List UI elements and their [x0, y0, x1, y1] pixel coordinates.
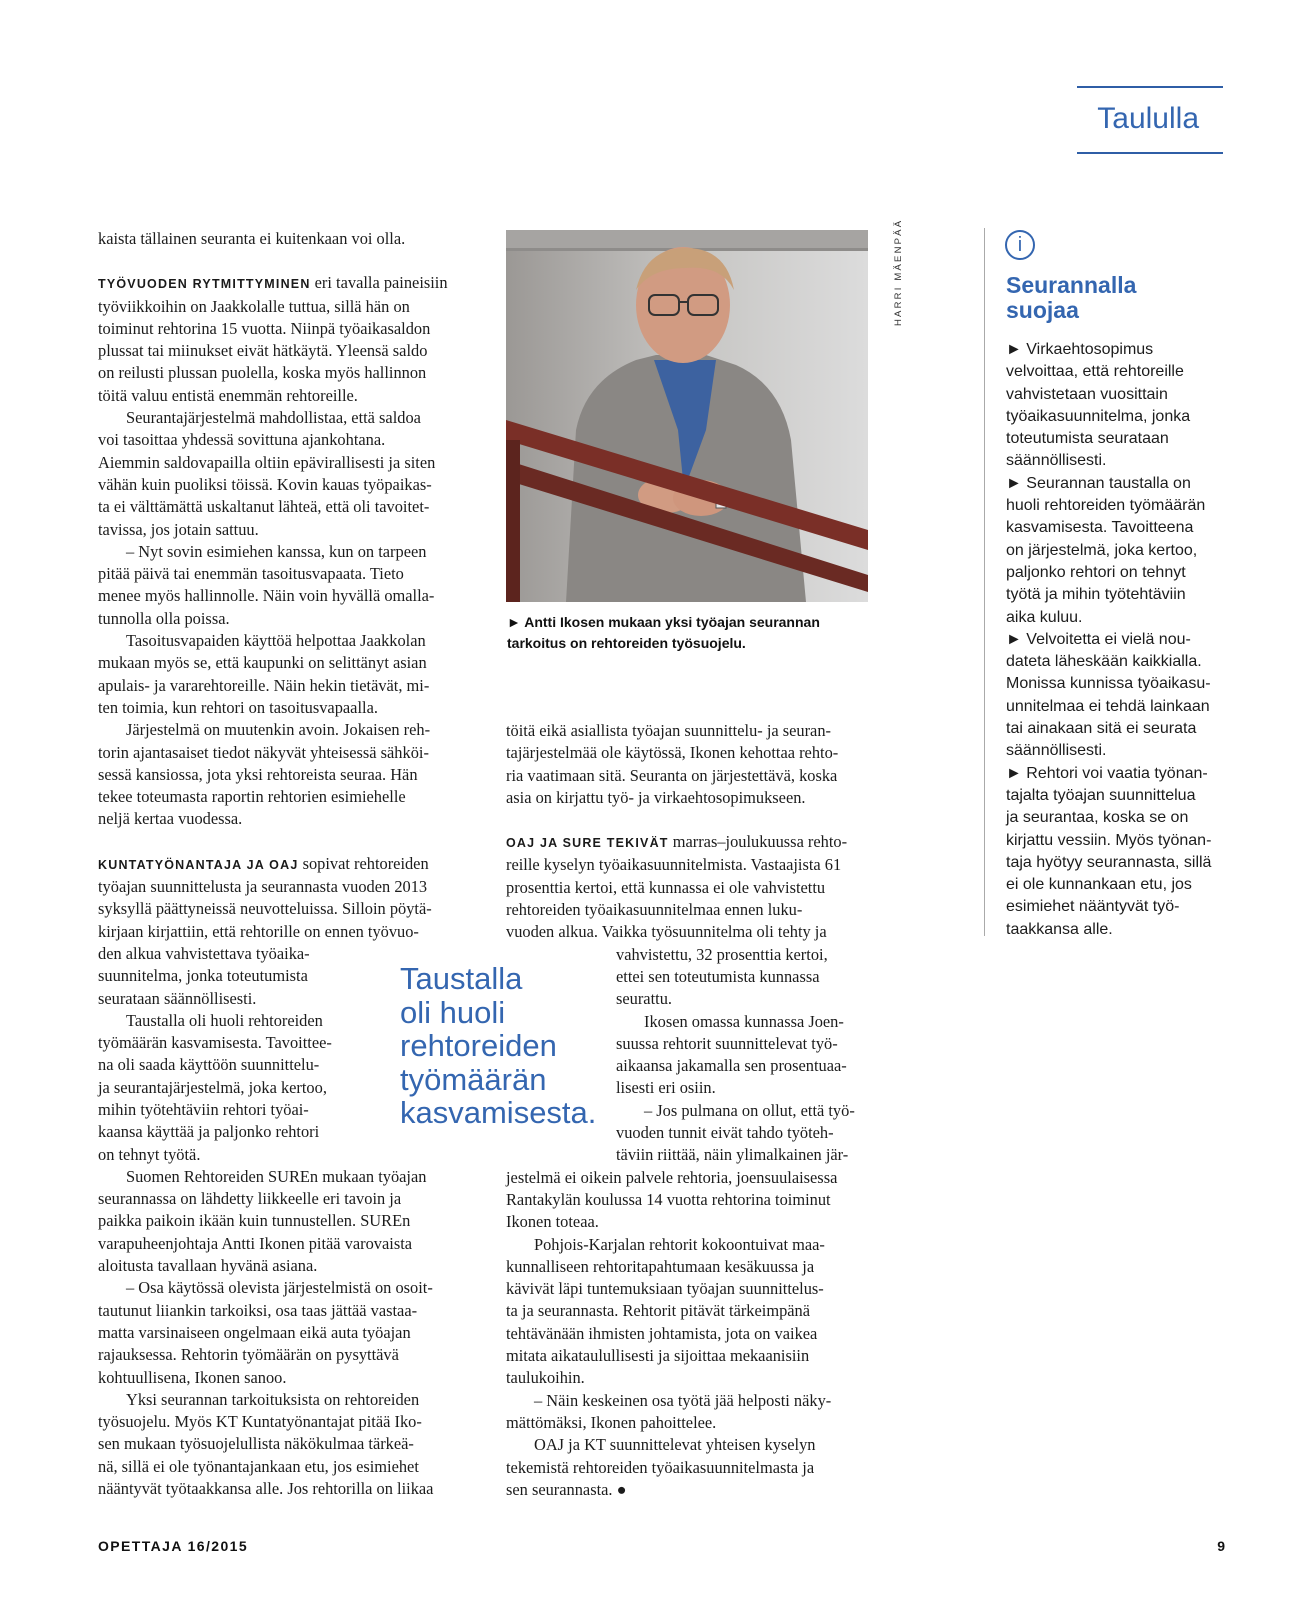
text-line: työtä ja mihin työtehtäviin	[1006, 586, 1186, 604]
text-line: sessä kansiossa, jota yksi rehtoreista seuraa. Hän	[98, 764, 418, 784]
text-line: mitata aikataulullisesti ja sijoittaa mekaanisiin	[506, 1346, 810, 1366]
lead-in: OAJ JA SURE TEKIVÄT	[506, 836, 669, 851]
pull-quote: Taustalla oli huoli rehtoreiden työmäärän kasvamisesta.	[400, 961, 597, 1130]
text-line: kunnalliseen rehtoritapahtumaan kesäkuussa ja	[506, 1256, 815, 1276]
photo-caption: ► Antti Ikosen mukaan yksi työajan seurannan tarkoitus on rehtoreiden työsuojelu.	[507, 614, 820, 651]
text-line: mättömäksi, Ikonen pahoittelee.	[506, 1412, 717, 1432]
text-line: on järjestelmä, joka kertoo,	[1006, 541, 1198, 559]
text-line: taulukoihin.	[506, 1368, 585, 1388]
text-line: tehtävänään ihmisten johtamista, jota on vaikea	[506, 1323, 818, 1343]
text-line: työajan suunnittelusta ja seurannasta vuoden 2013	[98, 877, 428, 897]
text-line: seurattu.	[616, 989, 672, 1009]
text-line: – Näin keskeinen osa työtä jää helposti näky-	[534, 1390, 832, 1410]
lead-in: KUNTATYÖNANTAJA JA OAJ	[98, 857, 299, 872]
text-line: ► Rehtori voi vaatia työnan-	[1006, 764, 1208, 782]
text-line: ta ei välttämättä uskaltanut lähteä, että oli tavoitet-	[98, 497, 430, 517]
text-line: vahvistetaan vuosittain	[1006, 385, 1168, 403]
column-1	[98, 228, 480, 1500]
text-line: ta ja seurannasta. Rehtorit pitävät tärkeimpänä	[506, 1301, 811, 1321]
text-line: sen seurannasta. ●	[506, 1479, 627, 1499]
text-line: työviikkoihin on Jaakkolalle tuttua, sillä hän on	[98, 296, 410, 316]
text-line: ► Velvoitetta ei vielä nou-	[1006, 630, 1191, 648]
text-line: plussat tai miinukset eivät hätkäytä. Yleensä saldo	[98, 341, 428, 361]
text-line: töitä valuu entistä enemmän rehtoreille.	[98, 385, 358, 405]
text-line: aikaansa jakamalla sen prosentuaa-	[616, 1056, 847, 1076]
section-title: Taululla	[1097, 102, 1199, 135]
infobox-body	[1006, 339, 1232, 941]
text-line: neljä kertaa vuodessa.	[98, 809, 243, 829]
text-line: paljonko rehtori on tehnyt	[1006, 563, 1186, 581]
text-line: pitää päivä tai enemmän tasoitusvapaata. Tieto	[98, 564, 404, 584]
text-line: – Jos pulmana on ollut, että työ-	[644, 1100, 855, 1120]
infobox-title: Seurannalla suojaa	[1006, 272, 1137, 323]
text-line: paikka paikoin ikään kuin tunnustellen. SUREn	[98, 1211, 411, 1231]
text-line: asia on kirjattu työ- ja virkaehtosopimukseen.	[506, 787, 806, 807]
text-line: seurannassa on lähdetty liikkeelle eri tavoin ja	[98, 1189, 402, 1209]
text-line: seurataan säännöllisesti.	[98, 988, 257, 1008]
wrapped-text	[506, 944, 890, 1167]
paragraph: KUNTATYÖNANTAJA JA OAJ sopivat rehtoreiden	[98, 853, 429, 873]
text-line: on tehnyt työtä.	[98, 1144, 201, 1164]
text-line: sen mukaan työsuojelullista näkökulmaa tärkeä-	[98, 1434, 414, 1454]
text-line: mihin työtehtäviin rehtori työai-	[98, 1099, 309, 1119]
text-line: apulais- ja vararehtoreille. Näin hekin tietävät, mi-	[98, 675, 430, 695]
text-line: tavissa, jos jotain sattuu.	[98, 519, 259, 539]
text-line: ► Seurannan taustalla on	[1006, 474, 1191, 492]
text-line: kaansa käyttää ja paljonko rehtori	[98, 1122, 320, 1142]
photo-illustration	[506, 230, 868, 602]
section-tab	[1077, 86, 1223, 154]
text-line: taakkansa alle.	[1006, 920, 1113, 938]
text-line: – Nyt sovin esimiehen kanssa, kun on tarpeen	[126, 541, 427, 561]
text-line: rehtoreiden työaikasuunnitelmaa ennen luku-	[506, 900, 803, 920]
paragraph: OAJ JA SURE TEKIVÄT marras–joulukuussa rehto-	[506, 832, 848, 852]
text-line: menee myös hallinnolle. Näin voin hyvällä omalla-	[98, 586, 435, 606]
text-line: Aiemmin saldovapailla oltiin epävirallisesti ja siten	[98, 452, 436, 472]
column-2	[506, 720, 890, 1501]
text-line: velvoittaa, että rehtoreille	[1006, 363, 1184, 381]
text-line: rajauksessa. Rehtorin työmäärän on pysyttävä	[98, 1345, 399, 1365]
text-line: voi tasoittaa yhdessä sovittuna ajankohtana.	[98, 430, 386, 450]
text-line: ja seurantaa, koska se on	[1006, 809, 1189, 827]
text-line: Tasoitusvapaiden käyttöä helpottaa Jaakkolan	[126, 631, 426, 651]
text-line: varapuheenjohtaja Antti Ikonen pitää varovaista	[98, 1233, 413, 1253]
text-line: den alkua vahvistettava työaika-	[98, 943, 310, 963]
text-line: dateta läheskään kaikkialla.	[1006, 653, 1202, 671]
text-line: Seurantajärjestelmä mahdollistaa, että saldoa	[126, 408, 421, 428]
text-line: unnitelmaa ei tehdä lainkaan	[1006, 697, 1210, 715]
text-line: esimiehet nääntyvät työ-	[1006, 898, 1180, 916]
paragraph: TYÖVUODEN RYTMITTYMINEN eri tavalla paineisiin	[98, 273, 448, 293]
text-line: Ikonen toteaa.	[506, 1212, 599, 1232]
text-line: töitä eikä asiallista työajan suunnittelu- ja seuran-	[506, 721, 831, 740]
text-line: aloitusta tavallaan hyvänä asiana.	[98, 1256, 318, 1276]
text-line: Järjestelmä on muutenkin avoin. Jokaisen reh-	[126, 720, 431, 740]
text-line: säännöllisesti.	[1006, 452, 1107, 470]
text-line: Rantakylän koulussa 14 vuotta rehtorina toiminut	[506, 1189, 831, 1209]
text-line: aika kuluu.	[1006, 608, 1083, 626]
text-line: vahvistettu, 32 prosenttia kertoi,	[616, 944, 828, 964]
text-line: vähän kuin puoliksi töissä. Kovin kauas työpaikas-	[98, 474, 432, 494]
text-line: matta varsinaiseen ongelmaan eikä auta työajan	[98, 1322, 411, 1342]
text-line: täviin riittää, näin ylimalkainen jär-	[616, 1145, 849, 1165]
text-line: Yksi seurannan tarkoituksista on rehtoreiden	[126, 1389, 420, 1409]
text-line: kasvamisesta. Tavoitteena	[1006, 519, 1194, 537]
text-line: taja hyötyy seurannasta, sillä	[1006, 853, 1212, 871]
text-line: lisesti eri osiin.	[616, 1078, 716, 1098]
info-icon: i	[1005, 230, 1035, 260]
text-line: ten toimia, kun rehtori on tasoitusvapaalla.	[98, 697, 378, 717]
text-line: reille kyselyn työaikasuunnitelmista. Vastaajista 61	[506, 855, 842, 875]
text-line: kaista tällainen seuranta ei kuitenkaan voi olla.	[98, 229, 406, 248]
text-line: kohtuullisena, Ikonen sanoo.	[98, 1367, 287, 1387]
text-line: työmäärän kasvamisesta. Tavoittee-	[98, 1033, 332, 1053]
text-line: ria vaatimaan sitä. Seuranta on järjestettävä, koska	[506, 765, 838, 785]
text-line: ei ole kunnankaan etu, jos	[1006, 876, 1192, 894]
text-line: toteutumista seurataan	[1006, 430, 1169, 448]
photo-credit: HARRI MÄENPÄÄ	[893, 218, 904, 326]
text-line: suunnitelma, jonka toteutumista	[98, 966, 308, 986]
footer-publication: OPETTAJA 16/2015	[98, 1538, 249, 1554]
page-number: 9	[1217, 1538, 1225, 1554]
text-line: tekemistä rehtoreiden työaikasuunnitelmasta ja	[506, 1457, 815, 1477]
text-line: Taustalla oli huoli rehtoreiden	[126, 1010, 323, 1030]
text-line: kävivät läpi tuntemuksiaan työajan suunnittelus-	[506, 1279, 824, 1299]
text-line: nä, sillä ei ole työnantajankaan etu, jos esimiehet	[98, 1456, 419, 1476]
text-line: ja seurantajärjestelmä, joka kertoo,	[98, 1077, 327, 1097]
text-line: työaikasuunnitelma, jonka	[1006, 407, 1191, 425]
text-line: mukaan myös se, että kaupunki on selittänyt asian	[98, 653, 427, 673]
text-line: OAJ ja KT suunnittelevat yhteisen kyselyn	[534, 1435, 816, 1455]
text-line: toiminut rehtorina 15 vuotta. Niinpä työaikasaldon	[98, 318, 431, 338]
text-line: Ikosen omassa kunnassa Joen-	[644, 1011, 844, 1031]
lead-in: TYÖVUODEN RYTMITTYMINEN	[98, 277, 311, 292]
text-line: jestelmä ei oikein palvele rehtoria, joensuulaisessa	[506, 1167, 838, 1187]
text-line: kirjaan kirjattiin, että rehtorille on ennen työvuo-	[98, 921, 419, 941]
text-line: tajalta työajan suunnittelua	[1006, 786, 1196, 804]
text-line: prosenttia kertoi, että kunnassa ei ole vahvistettu	[506, 877, 826, 897]
text-line: nääntyvät työtaakkansa alle. Jos rehtorilla on liikaa	[98, 1479, 434, 1499]
text-line: ► Virkaehtosopimus	[1006, 341, 1154, 358]
text-line: tekee toteumasta raportin rehtorien esimiehelle	[98, 787, 406, 807]
text-line: Monissa kunnissa työaikasu-	[1006, 675, 1211, 693]
text-line: tai ainakaan sitä ei seurata	[1006, 720, 1197, 738]
text-line: Suomen Rehtoreiden SUREn mukaan työajan	[126, 1166, 427, 1186]
text-line: vuoden alkua. Vaikka työsuunnitelma oli tehty ja	[506, 922, 827, 942]
text-line: Pohjois-Karjalan rehtorit kokoontuivat maa-	[534, 1234, 825, 1254]
text-line: työsuojelu. Myös KT Kuntatyönantajat pitää Iko-	[98, 1412, 422, 1432]
text-line: huoli rehtoreiden työmäärän	[1006, 497, 1206, 515]
text-line: suussa rehtorit suunnittelevat työ-	[616, 1033, 838, 1053]
text-line: tunnolla olla poissa.	[98, 608, 230, 628]
text-line: säännöllisesti.	[1006, 742, 1107, 760]
text-line: syksyllä päättyneissä neuvotteluissa. Silloin pöytä-	[98, 899, 432, 919]
text-line: torin ajantasaiset tiedot näkyvät yhteisessä sähköi-	[98, 742, 429, 762]
text-line: tajärjestelmää ole käytössä, Ikonen kehottaa rehto-	[506, 743, 839, 763]
text-line: on reilusti plussan puolella, koska myös hallinnon	[98, 363, 427, 383]
portrait-photo	[506, 230, 868, 602]
text-line: na oli saada käyttöön suunnittelu-	[98, 1055, 320, 1075]
text-line: – Osa käytössä olevista järjestelmistä on osoit-	[126, 1278, 433, 1298]
text-line: kirjattu vessiin. Myös työnan-	[1006, 831, 1212, 849]
text-line: ettei sen toteutumista kunnassa	[616, 966, 820, 986]
text-line: vuoden tunnit eivät tahdo työteh-	[616, 1123, 834, 1143]
text-line: tautunut liiankin tarkoiksi, osa taas jättää vastaa-	[98, 1300, 418, 1320]
